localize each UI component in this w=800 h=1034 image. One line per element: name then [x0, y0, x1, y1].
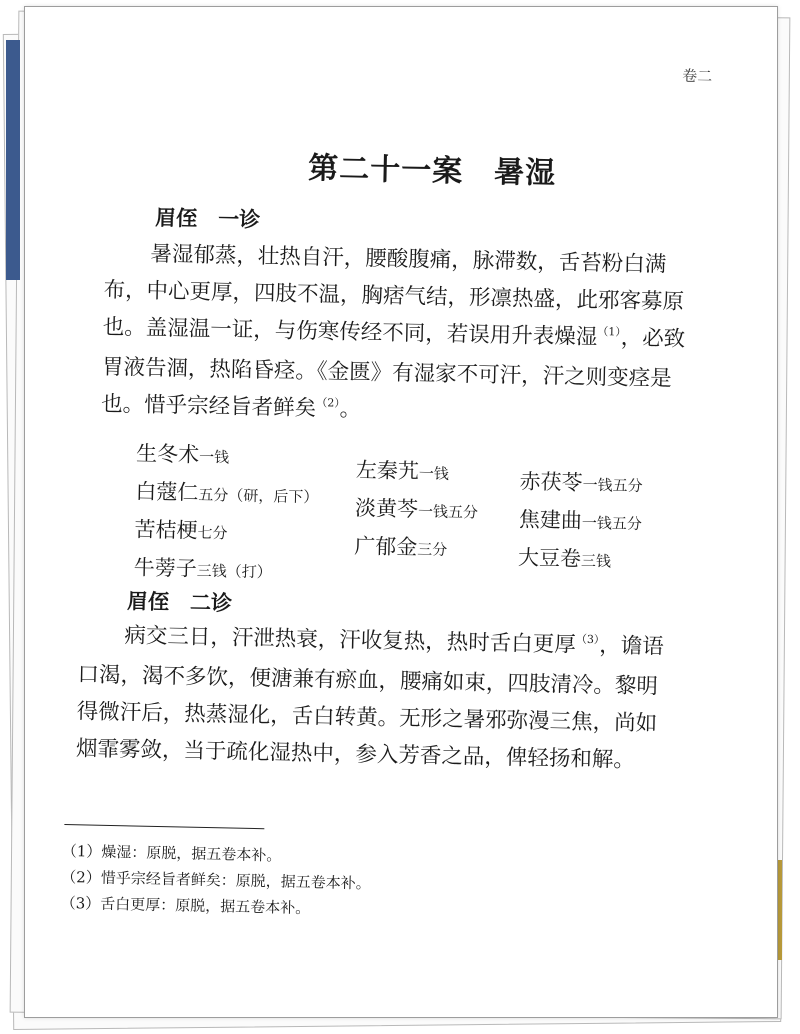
herb-item	[518, 541, 612, 573]
visit1-heading: 眉侄 一诊	[154, 205, 261, 232]
footnote-1: （1）燥湿：原脱，据五卷本补。	[61, 841, 282, 865]
running-header: 卷二	[682, 66, 713, 86]
herb-dose: 一钱	[418, 464, 450, 483]
herb-name: 白蔻仁	[135, 479, 199, 505]
herb-dose: 五分（研，后下）	[198, 485, 319, 507]
herb-dose: 一钱	[198, 447, 230, 467]
herb-item	[354, 530, 448, 562]
visit1-text-b: ，必致胃液告涸，热陷昏痉。《金匮》有湿家不可汗，汗之则变痉是也。惜乎宗经旨者鲜矣	[100, 325, 686, 422]
footnote-2: （2）惜乎宗经旨者鲜矣：原脱，据五卷本补。	[61, 867, 371, 893]
herb-name: 左秦艽	[355, 458, 420, 484]
herb-name: 赤茯苓	[519, 469, 583, 495]
herb-item	[135, 475, 319, 509]
visit1-text-a: 暑湿郁蒸，壮热自汗，腰酸腹痛，脉滞数，舌苔粉白满布，中心更厚，四肢不温，胸痞气结，形凛热盛，此邪客募原也。盖湿温一证，与伤寒传经不同，若误用升表燥湿	[102, 241, 685, 351]
herb-name: 生冬术	[135, 441, 200, 467]
herb-dose: 一钱五分	[417, 502, 479, 522]
visit2-text-b: ，谵语口渴，渴不多饮，便溏兼有瘀血，腰痛如束，四肢清冷。黎明得微汗后，热蒸湿化，舌白转黄。无形之暑邪弥漫三焦，尚如烟霏雾敛，当于疏化湿热中，参入芳香之品，俾轻扬和解。	[75, 633, 665, 773]
case-title: 第二十一案 暑湿	[307, 150, 557, 192]
herb-dose: 七分	[197, 523, 228, 543]
page-content	[15, 0, 788, 1025]
herb-name: 大豆卷	[517, 545, 582, 571]
herb-name: 淡黄芩	[354, 496, 419, 522]
herb-item	[134, 513, 228, 545]
footnote-ref-3: （3）	[575, 632, 600, 647]
herb-dose: 三分	[417, 540, 448, 559]
visit1-paragraph	[101, 235, 699, 438]
footnote-ref-2: （2）	[316, 396, 340, 410]
herb-item	[133, 551, 272, 584]
herb-dose: 一钱五分	[581, 513, 643, 534]
herb-dose: 一钱五分	[582, 475, 643, 496]
footnote-3: （3）舌白更厚：原脱，据五卷本补。	[60, 893, 311, 918]
visit2-paragraph	[76, 616, 673, 779]
herb-dose: 三钱	[580, 551, 612, 571]
visit2-heading: 眉侄 二诊	[126, 589, 233, 616]
footnote-divider	[64, 824, 264, 829]
herb-dose: 三钱（打）	[196, 561, 272, 582]
book-cover-edge	[6, 40, 20, 280]
herb-name: 牛蒡子	[133, 555, 198, 581]
herb-item	[355, 492, 479, 525]
footnote-ref-1: （1）	[597, 325, 621, 339]
visit1-text-c: 。	[339, 396, 362, 423]
herb-name: 苦桔梗	[134, 517, 198, 543]
herb-item	[519, 465, 643, 498]
herb-item	[519, 503, 643, 536]
herb-name: 焦建曲	[518, 507, 583, 533]
book-page	[24, 6, 778, 1018]
visit2-text-a: 病交三日，汗泄热衰，汗收复热，热时舌白更厚	[124, 623, 577, 658]
herb-item	[356, 454, 450, 486]
herb-item	[136, 437, 230, 469]
herb-name: 广郁金	[354, 534, 418, 560]
